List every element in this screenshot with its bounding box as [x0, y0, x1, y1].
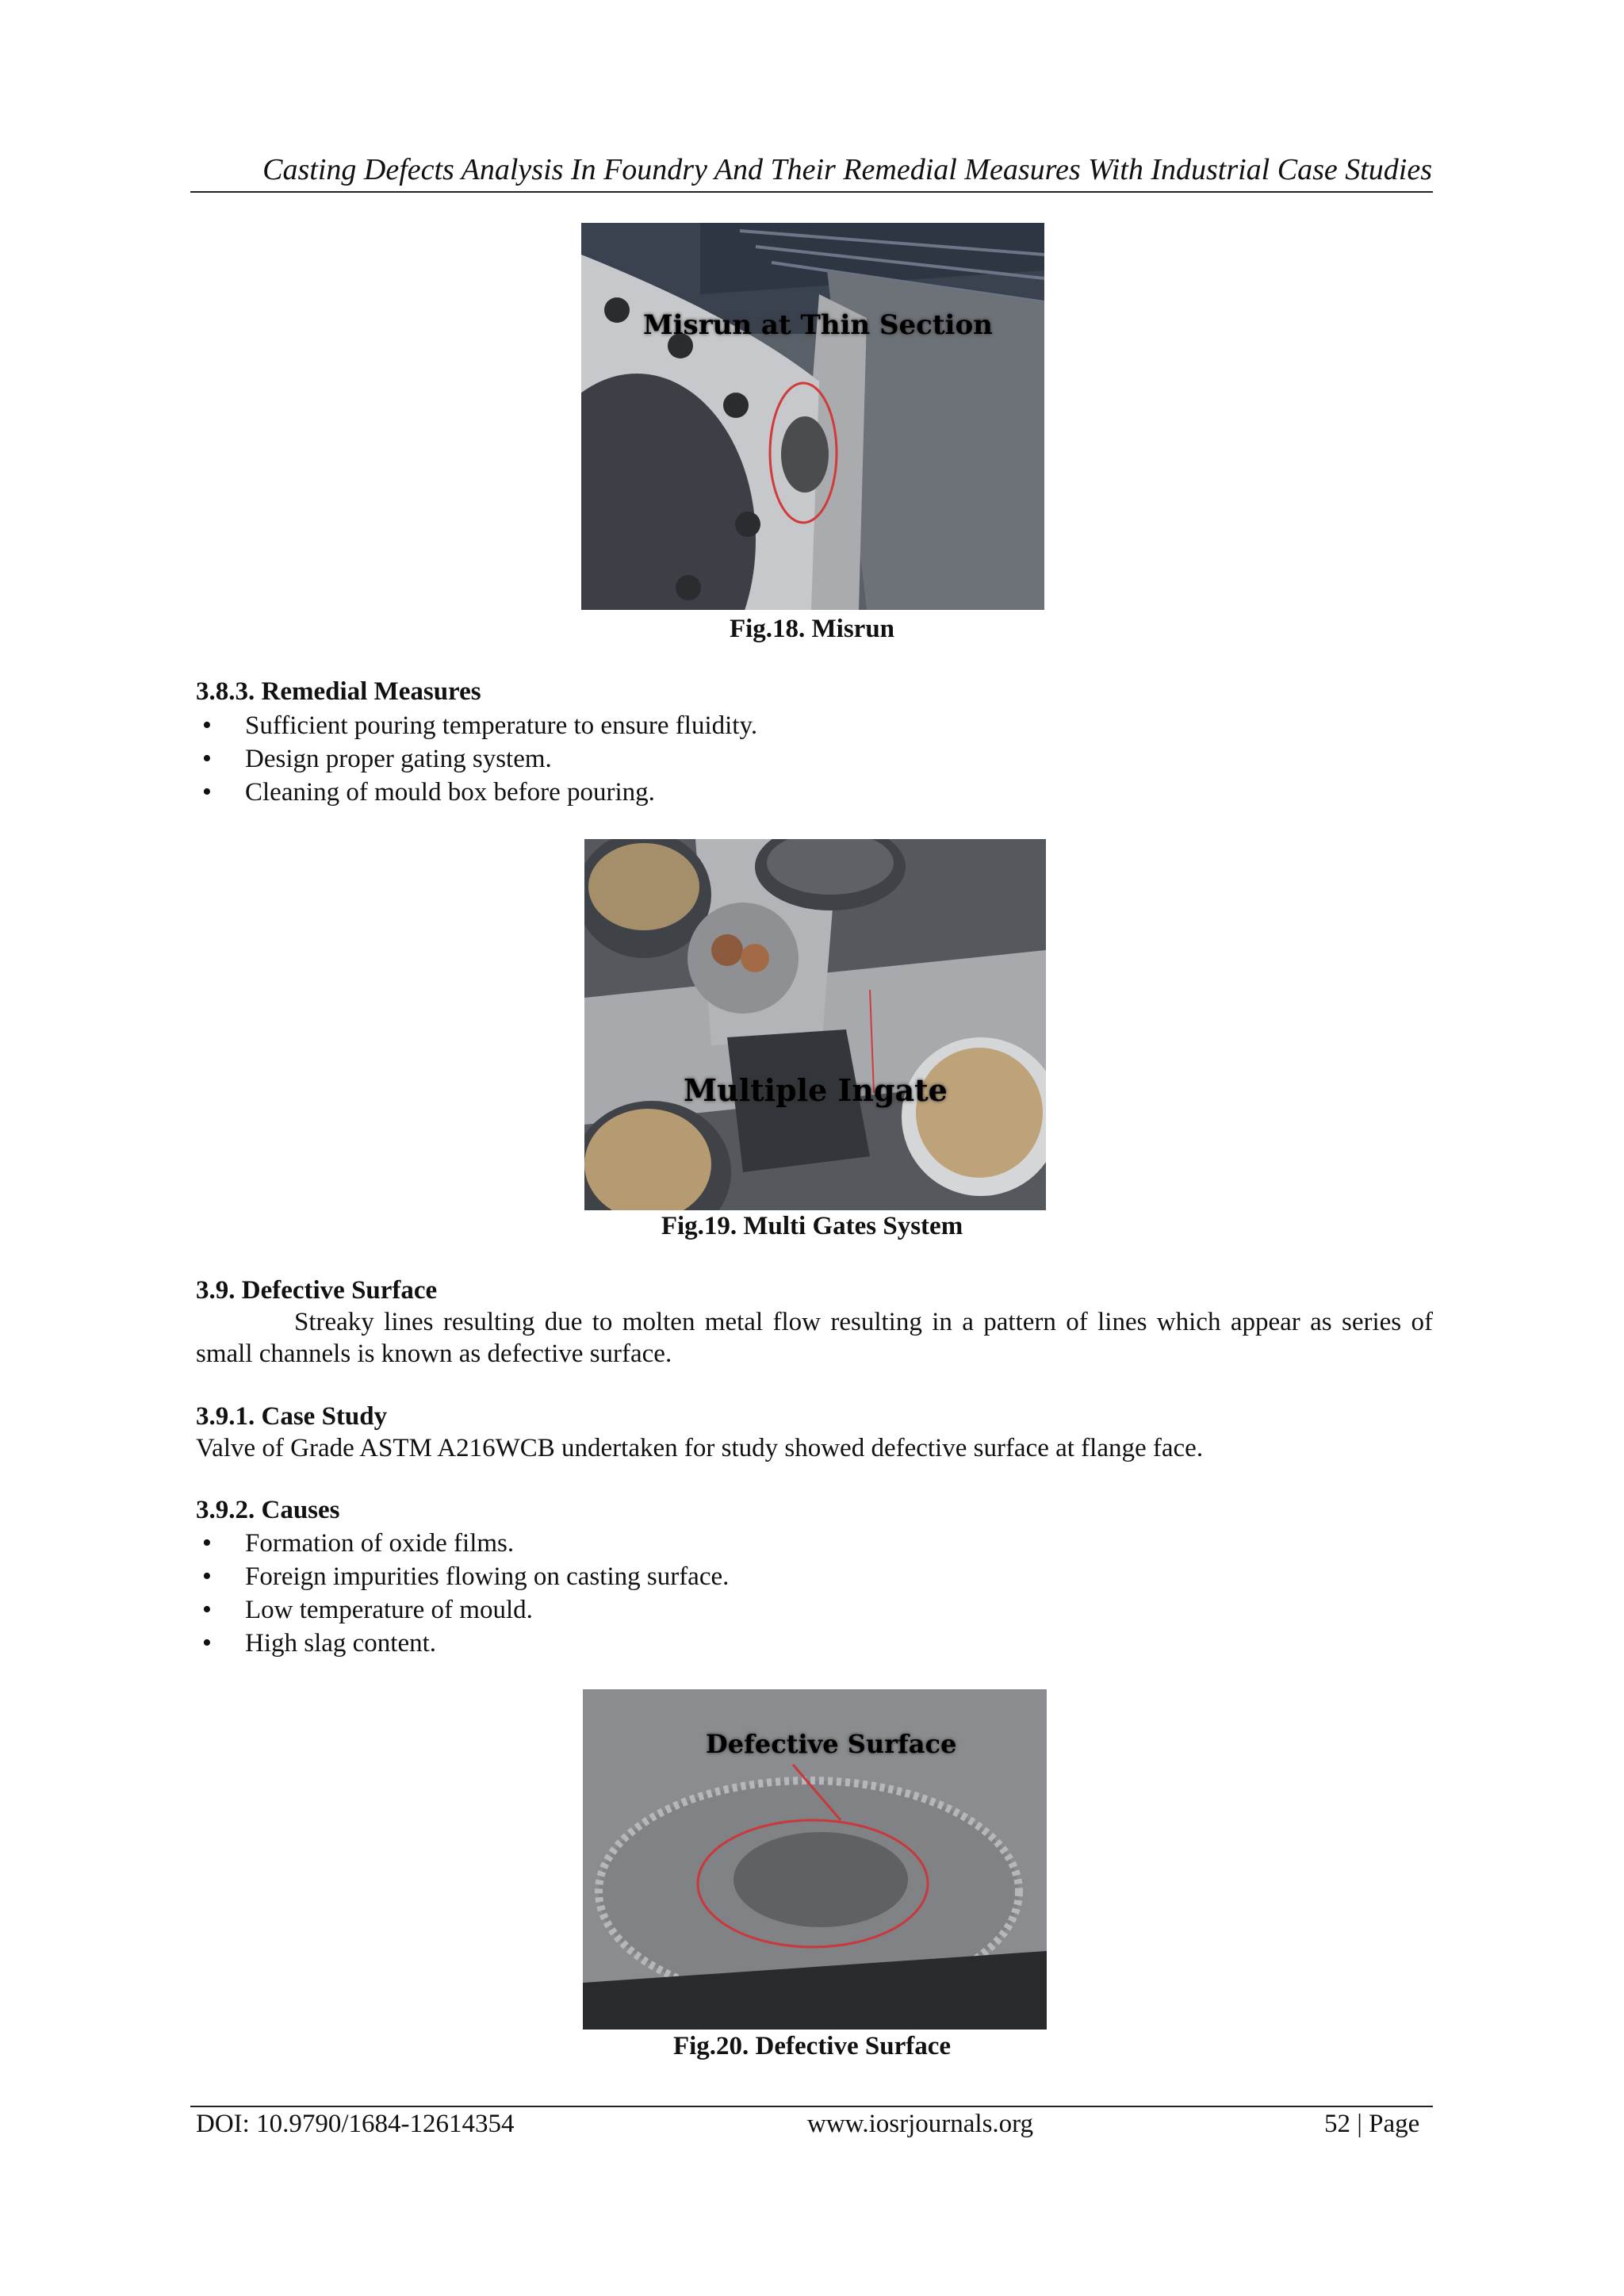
figure-20-defective-surface-photo	[583, 1689, 1047, 2030]
list-item: • High slag content.	[196, 1627, 729, 1660]
section-3-9-2-heading: 3.9.2. Causes	[196, 1496, 340, 1524]
footer-website[interactable]: www.iosrjournals.org	[807, 2110, 1034, 2138]
figure-18-caption-wrap	[0, 615, 1624, 650]
list-item: • Cleaning of mould box before pouring.	[196, 776, 757, 809]
footer-rule	[190, 2106, 1433, 2107]
section-3-8-3-heading: 3.8.3. Remedial Measures	[196, 677, 481, 706]
section-3-9-heading: 3.9. Defective Surface	[196, 1276, 438, 1305]
running-header: Casting Defects Analysis In Foundry And Their Remedial Measures With Industrial Case Studies	[262, 153, 1432, 186]
section-3-9-1-heading: 3.9.1. Case Study	[196, 1402, 388, 1431]
list-item: • Foreign impurities flowing on casting surface.	[196, 1560, 729, 1593]
list-item: • Design proper gating system.	[196, 742, 757, 776]
figure-20-caption: Fig.20. Defective Surface	[672, 2032, 952, 2060]
remedial-measures-list	[196, 709, 757, 809]
footer-page-number: 52 | Page	[1324, 2110, 1420, 2138]
list-item: • Sufficient pouring temperature to ensure fluidity.	[196, 709, 757, 742]
section-3-9-paragraph: Streaky lines resulting due to molten metal flow resulting in a pattern of lines which appear as series of small channels is known as defective surface.	[196, 1308, 1433, 1368]
header-rule	[190, 191, 1433, 193]
figure-19-caption-wrap	[0, 1212, 1624, 1247]
list-item: • Low temperature of mould.	[196, 1593, 729, 1627]
figure-19-overlay-label: Multiple Ingate	[684, 1072, 948, 1108]
footer-doi: DOI: 10.9790/1684-12614354	[196, 2110, 515, 2138]
figure-18-caption: Fig.18. Misrun	[729, 615, 895, 643]
list-item: • Formation of oxide films.	[196, 1527, 729, 1560]
figure-18-misrun-photo	[581, 223, 1044, 610]
figure-19-multi-gates-photo	[584, 839, 1046, 1210]
section-3-9-1-paragraph: Valve of Grade ASTM A216WCB undertaken for study showed defective surface at flange face.	[196, 1434, 1204, 1462]
figure-19-caption: Fig.19. Multi Gates System	[661, 1212, 963, 1240]
figure-18-overlay-label: Misrun at Thin Section	[643, 309, 993, 341]
figure-20-overlay-label: Defective Surface	[706, 1729, 957, 1759]
causes-list	[196, 1527, 729, 1660]
figure-20-caption-wrap	[0, 2032, 1624, 2067]
